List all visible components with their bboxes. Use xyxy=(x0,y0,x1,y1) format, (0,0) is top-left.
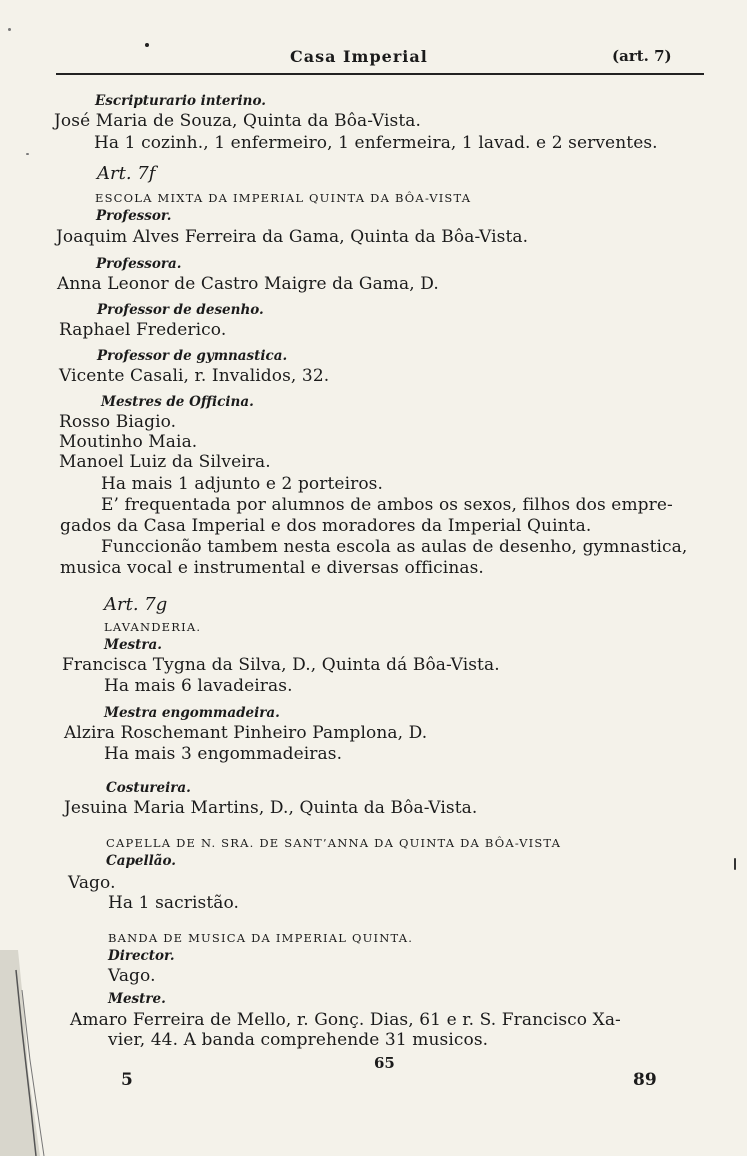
body-text-line: Manoel Luiz da Silveira. xyxy=(59,452,271,472)
body-text-line: Raphael Frederico. xyxy=(59,320,227,340)
body-text-line: vier, 44. A banda comprehende 31 musicos. xyxy=(108,1030,489,1050)
body-text-line: Anna Leonor de Castro Maigre da Gama, D. xyxy=(57,274,439,294)
body-text-line: Ha mais 1 adjunto e 2 porteiros. xyxy=(101,474,384,494)
running-header-title: Casa Imperial xyxy=(290,47,428,66)
body-text-line: Vago. xyxy=(68,873,116,893)
section-heading-italic: Mestra engommadeira. xyxy=(104,705,280,721)
section-heading-italic: Costureira. xyxy=(106,780,191,796)
scan-speck xyxy=(8,28,11,31)
section-heading-italic: Professor de gymnastica. xyxy=(97,348,288,364)
section-heading-italic: Professora. xyxy=(96,256,182,272)
body-text-line: Vago. xyxy=(108,966,156,986)
section-heading-italic: Mestre. xyxy=(108,991,166,1007)
section-heading-italic: Director. xyxy=(108,948,175,964)
body-text-line: gados da Casa Imperial e dos moradores da Imperial Quinta. xyxy=(60,516,592,536)
body-text-line: Funccionão tambem nesta escola as aulas de desenho, gymnastica, xyxy=(101,537,688,557)
body-text-line: Rosso Biagio. xyxy=(59,412,177,432)
footer-page-number: 65 xyxy=(374,1054,395,1072)
section-heading-italic: Professor. xyxy=(96,208,172,224)
body-text-line: Ha 1 sacristão. xyxy=(108,893,240,913)
body-text-line: Ha mais 6 lavadeiras. xyxy=(104,676,293,696)
body-text-line: Jesuina Maria Martins, D., Quinta da Bôa-Vista. xyxy=(64,798,478,818)
body-text-line: musica vocal e instrumental e diversas officinas. xyxy=(60,558,484,578)
section-heading-italic: Mestres de Officina. xyxy=(101,394,254,410)
running-header-article-ref: (art. 7) xyxy=(612,47,672,65)
section-title-small-caps: ESCOLA MIXTA DA IMPERIAL QUINTA DA BÔA-VISTA xyxy=(95,191,472,205)
scan-speck xyxy=(734,858,736,870)
section-heading-italic: Capellão. xyxy=(106,853,176,869)
section-heading-italic: Escripturario interino. xyxy=(95,93,266,109)
footer-signature-number: 5 xyxy=(121,1070,133,1090)
body-text-line: Moutinho Maia. xyxy=(59,432,198,452)
section-heading-italic: Professor de desenho. xyxy=(97,302,264,318)
header-rule xyxy=(56,73,704,75)
section-heading-italic: Mestra. xyxy=(104,637,162,653)
body-text-line: Ha mais 3 engommadeiras. xyxy=(104,744,343,764)
article-heading: Art. 7g xyxy=(104,594,168,615)
section-title-small-caps: BANDA DE MUSICA DA IMPERIAL QUINTA. xyxy=(108,931,414,945)
body-text-line: Amaro Ferreira de Mello, r. Gonç. Dias, 61 e r. S. Francisco Xa- xyxy=(70,1010,621,1030)
body-text-line: E’ frequentada por alumnos de ambos os sexos, filhos dos empre- xyxy=(101,495,673,515)
scan-speck xyxy=(26,153,29,155)
section-title-small-caps: LAVANDERIA. xyxy=(104,620,202,634)
body-text-line: Ha 1 cozinh., 1 enfermeiro, 1 enfermeira, 1 lavad. e 2 serventes. xyxy=(94,133,658,153)
body-text-line: José Maria de Souza, Quinta da Bôa-Vista. xyxy=(54,111,422,131)
body-text-line: Vicente Casali, r. Invalidos, 32. xyxy=(59,366,330,386)
body-text-line: Joaquim Alves Ferreira da Gama, Quinta da Bôa-Vista. xyxy=(56,227,529,247)
section-title-small-caps: CAPELLA DE N. SRA. DE SANT’ANNA DA QUINTA DA BÔA-VISTA xyxy=(106,836,562,850)
article-heading: Art. 7f xyxy=(97,163,156,184)
scan-edge-shadow xyxy=(0,950,60,1156)
body-text-line: Francisca Tygna da Silva, D., Quinta dá Bôa-Vista. xyxy=(62,655,500,675)
footer-right-number: 89 xyxy=(633,1070,657,1090)
scan-speck xyxy=(145,43,149,47)
body-text-line: Alzira Roschemant Pinheiro Pamplona, D. xyxy=(64,723,428,743)
